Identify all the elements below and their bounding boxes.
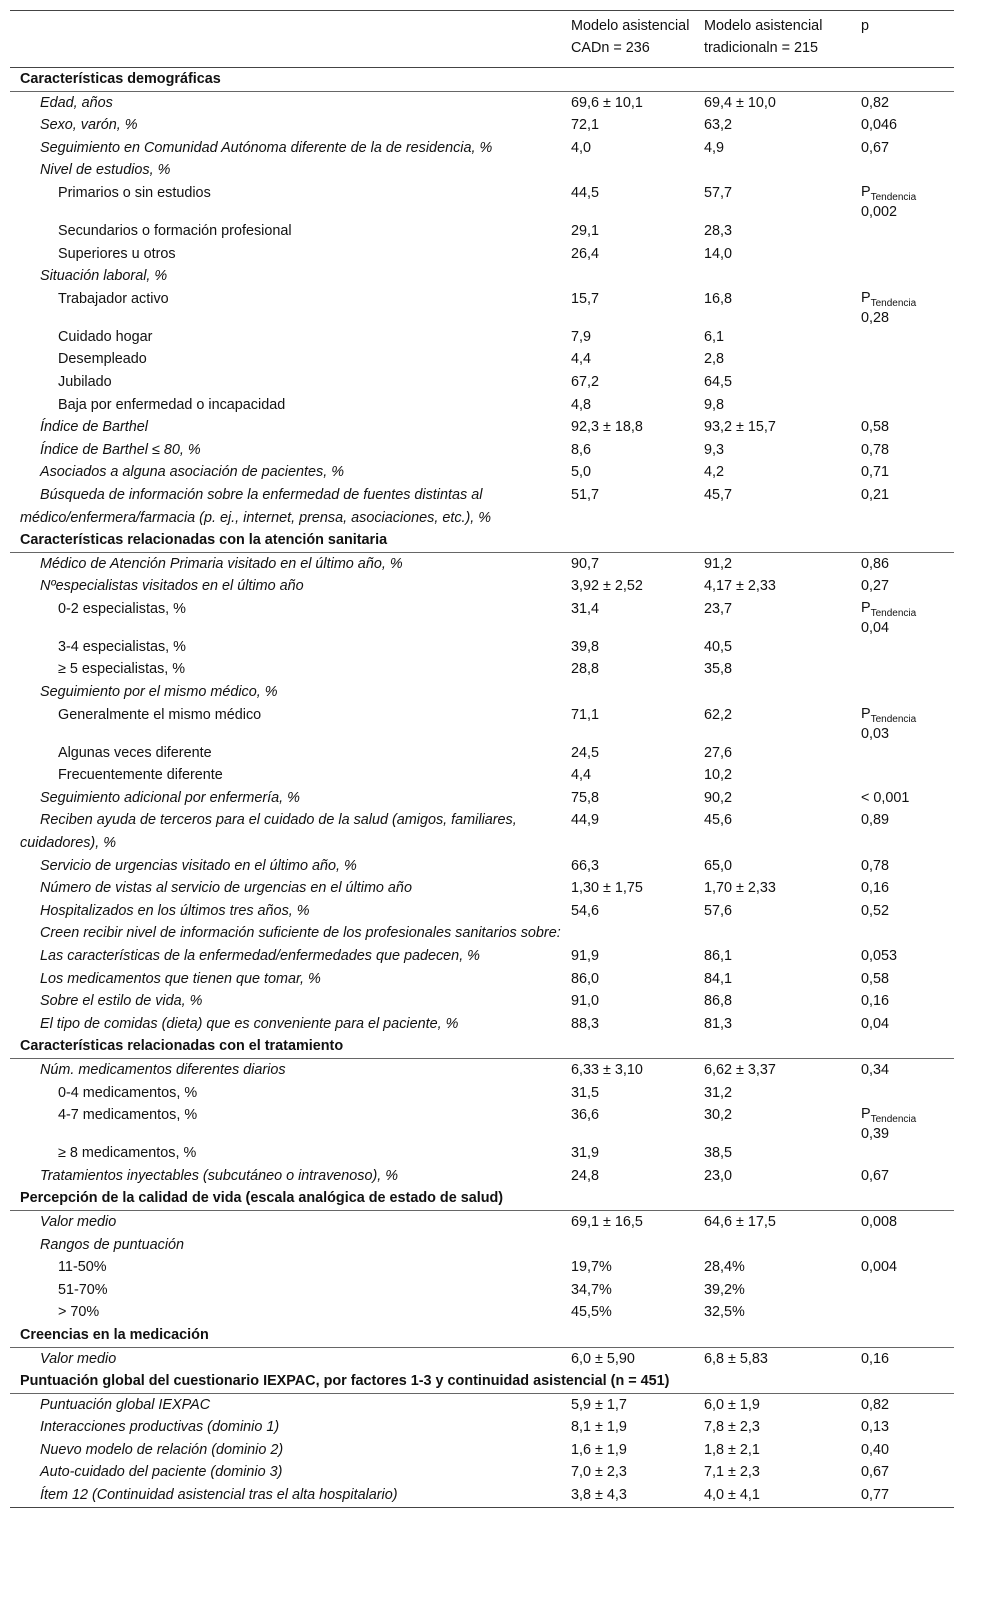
table-header-row — [10, 11, 954, 68]
p-value — [855, 681, 954, 704]
row-label: Valor medio — [40, 1350, 117, 1367]
row-label: 4-7 medicamentos, % — [58, 1107, 198, 1124]
row-label: Puntuación global IEXPAC — [40, 1396, 211, 1413]
p-value — [855, 220, 954, 243]
table-row — [10, 348, 954, 371]
p-value — [855, 1301, 954, 1324]
row-label: 51-70% — [58, 1281, 108, 1298]
row-label: Número de vistas al servicio de urgencias en el último año — [40, 880, 412, 897]
row-label: Desempleado — [58, 351, 147, 368]
value-cad: 24,5 — [571, 744, 600, 761]
row-label: Creen recibir nivel de información suficiente de los profesionales sanitarios sobre: — [40, 925, 561, 942]
p-value: < 0,001 — [861, 789, 910, 806]
table-row — [10, 326, 954, 349]
table-row — [10, 1416, 954, 1439]
p-trend-value: $P_{Tendencia}$ 0,04 — [861, 599, 917, 636]
value-cad: 54,6 — [571, 902, 600, 919]
table-row — [10, 461, 954, 484]
value-traditional: 64,5 — [704, 373, 733, 390]
value-cad: 91,9 — [571, 948, 600, 964]
p-value: 0,16 — [861, 993, 890, 1010]
value-traditional — [698, 922, 855, 945]
row-label: Auto-cuidado del paciente (dominio 3) — [40, 1464, 283, 1481]
table-row — [10, 658, 954, 681]
table-row — [10, 1013, 954, 1036]
value-traditional: 10,2 — [704, 767, 733, 784]
table-row — [10, 1234, 954, 1257]
value-traditional: 4,9 — [704, 139, 725, 156]
p-value — [855, 658, 954, 681]
header-traditional-model: Modelo asistencial tradicionaln = 215 — [698, 11, 855, 68]
p-value: 0,21 — [861, 486, 890, 503]
row-label: Secundarios o formación profesional — [58, 222, 292, 239]
value-traditional: 27,6 — [704, 744, 733, 761]
table-row — [10, 1301, 954, 1324]
section-header-row — [10, 1187, 954, 1210]
table-row — [10, 288, 954, 326]
value-cad: 3,8 ± 4,3 — [565, 1484, 698, 1507]
p-value — [855, 1082, 954, 1105]
row-label: El tipo de comidas (dieta) que es conveniente para el paciente, % — [40, 1015, 459, 1032]
value-traditional: 23,0 — [704, 1167, 733, 1184]
p-trend-value: $P_{Tendencia}$ 0,28 — [861, 289, 917, 326]
p-value — [855, 394, 954, 417]
row-label: Cuidado hogar — [58, 328, 153, 345]
section-header-row — [10, 1370, 954, 1393]
row-label: Reciben ayuda de terceros para el cuidado de la salud (amigos, familiares, cuidadores), % — [20, 812, 517, 852]
p-value: 0,67 — [861, 1464, 890, 1481]
value-cad: 19,7% — [571, 1259, 612, 1276]
table-row — [10, 1393, 954, 1416]
value-cad: 26,4 — [571, 245, 600, 262]
value-cad: 51,7 — [571, 486, 600, 503]
section-header-row — [10, 1035, 954, 1058]
p-value: 0,13 — [861, 1419, 890, 1436]
section-header-row — [10, 529, 954, 552]
section-header-row — [10, 1324, 954, 1347]
p-value — [855, 922, 954, 945]
row-label: > 70% — [58, 1304, 100, 1321]
table-row — [10, 764, 954, 787]
table-row — [10, 1165, 954, 1188]
table-row — [10, 855, 954, 878]
table-row — [10, 575, 954, 598]
value-cad: 34,7% — [571, 1281, 612, 1298]
p-value: 0,58 — [861, 970, 890, 987]
value-cad: 69,1 ± 16,5 — [571, 1213, 643, 1230]
p-trend-value: $P_{Tendencia}$ 0,03 — [861, 705, 917, 742]
value-traditional: 32,5% — [704, 1304, 745, 1321]
value-traditional: 4,0 ± 4,1 — [698, 1484, 855, 1507]
value-cad: 66,3 — [571, 857, 600, 874]
row-label: Valor medio — [40, 1213, 117, 1230]
value-cad — [565, 922, 698, 945]
table-row — [10, 598, 954, 636]
value-traditional — [698, 1234, 855, 1257]
value-traditional: 4,2 — [704, 464, 725, 481]
p-value — [855, 1142, 954, 1165]
row-label: Seguimiento adicional por enfermería, % — [40, 789, 300, 806]
p-value: 0,34 — [861, 1061, 890, 1078]
value-traditional: 91,2 — [704, 555, 733, 572]
value-cad — [565, 1234, 698, 1257]
value-cad: 72,1 — [571, 117, 600, 134]
row-label: Jubilado — [58, 373, 112, 390]
row-label: Asociados a alguna asociación de pacientes, % — [40, 464, 345, 481]
row-label: Edad, años — [40, 94, 113, 111]
table-row — [10, 265, 954, 288]
p-value — [855, 243, 954, 266]
p-value: 0,004 — [861, 1259, 898, 1276]
p-trend-value: $P_{Tendencia}$ 0,002 — [861, 183, 917, 220]
value-cad — [565, 265, 698, 288]
p-value: 0,78 — [861, 441, 890, 458]
value-traditional: 4,17 ± 2,33 — [704, 578, 776, 595]
value-cad: 6,0 ± 5,90 — [571, 1350, 635, 1367]
table-row — [10, 809, 954, 854]
row-label: Seguimiento en Comunidad Autónoma diferente de la de residencia, % — [40, 139, 493, 156]
row-label: Ítem 12 (Continuidad asistencial tras el alta hospitalario) — [10, 1484, 565, 1507]
row-label: Algunas veces diferente — [58, 744, 212, 761]
value-cad: 1,30 ± 1,75 — [571, 880, 643, 897]
row-label: Tratamientos inyectables (subcutáneo o intravenoso), % — [40, 1167, 399, 1184]
header-cad-model: Modelo asistencial CADn = 236 — [565, 11, 698, 68]
p-value: 0,04 — [861, 1015, 890, 1032]
row-label: Primarios o sin estudios — [58, 184, 211, 201]
table-row — [10, 371, 954, 394]
table-row — [10, 416, 954, 439]
row-label: 11-50% — [58, 1259, 107, 1276]
value-traditional: 28,4% — [704, 1259, 745, 1276]
value-traditional: 40,5 — [704, 638, 733, 655]
table-row — [10, 704, 954, 742]
value-cad: 69,6 ± 10,1 — [571, 94, 643, 111]
row-label: Nºespecialistas visitados en el último año — [40, 578, 304, 595]
p-value: 0,71 — [861, 464, 890, 481]
value-traditional: 69,4 ± 10,0 — [704, 94, 776, 111]
table-body — [10, 68, 954, 1508]
p-value — [855, 598, 954, 636]
value-cad: 24,8 — [571, 1167, 600, 1184]
section-title: Características relacionadas con la atención sanitaria — [10, 529, 954, 552]
row-label: Médico de Atención Primaria visitado en el último año, % — [40, 555, 403, 572]
value-cad: 7,9 — [571, 328, 592, 345]
section-title: Percepción de la calidad de vida (escala analógica de estado de salud) — [10, 1187, 954, 1210]
value-traditional: 2,8 — [704, 351, 725, 368]
value-traditional: 39,2% — [704, 1281, 745, 1298]
value-traditional: 63,2 — [704, 117, 733, 134]
value-cad: 5,0 — [571, 464, 592, 481]
value-traditional: 35,8 — [704, 661, 733, 678]
value-cad: 44,9 — [571, 812, 600, 829]
value-cad: 8,6 — [571, 441, 592, 458]
row-label: Baja por enfermedad o incapacidad — [58, 396, 286, 413]
row-label: Generalmente el mismo médico — [58, 706, 262, 723]
row-label: Nivel de estudios, % — [40, 162, 171, 179]
value-cad: 5,9 ± 1,7 — [571, 1396, 627, 1413]
p-value: 0,053 — [861, 948, 898, 964]
value-traditional: 65,0 — [704, 857, 733, 874]
p-trend-value: $P_{Tendencia}$ 0,39 — [861, 1106, 917, 1143]
value-traditional — [698, 159, 855, 182]
value-cad: 88,3 — [571, 1015, 600, 1032]
p-value — [855, 326, 954, 349]
value-cad: 4,0 — [571, 139, 592, 156]
value-traditional: 86,8 — [704, 993, 733, 1010]
value-cad: 36,6 — [571, 1107, 600, 1124]
value-cad: 29,1 — [571, 222, 600, 239]
value-traditional: 93,2 ± 15,7 — [704, 419, 776, 436]
p-value — [855, 182, 954, 220]
p-value: 0,82 — [861, 1396, 890, 1413]
row-label: Servicio de urgencias visitado en el último año, % — [40, 857, 357, 874]
table-row — [10, 394, 954, 417]
table-row — [10, 1082, 954, 1105]
p-value — [855, 1279, 954, 1302]
table-row — [10, 137, 954, 160]
table-row — [10, 787, 954, 810]
value-traditional: 57,7 — [704, 184, 733, 201]
row-label: ≥ 5 especialistas, % — [58, 661, 186, 678]
p-value: 0,67 — [861, 1167, 890, 1184]
value-traditional — [698, 265, 855, 288]
table-row — [10, 114, 954, 137]
section-title: Características relacionadas con el tratamiento — [10, 1035, 954, 1058]
value-cad: 39,8 — [571, 638, 600, 655]
row-label: Sobre el estilo de vida, % — [40, 993, 203, 1010]
value-traditional: 90,2 — [704, 789, 733, 806]
table-row — [10, 1058, 954, 1081]
row-label: Las características de la enfermedad/enfermedades que padecen, % — [40, 948, 480, 964]
value-cad: 90,7 — [571, 555, 600, 572]
table-row — [10, 681, 954, 704]
p-value: 0,27 — [861, 578, 890, 595]
table-row — [10, 990, 954, 1013]
table-row — [10, 877, 954, 900]
value-cad: 91,0 — [571, 993, 600, 1010]
row-label: ≥ 8 medicamentos, % — [58, 1145, 197, 1162]
row-label: Rangos de puntuación — [40, 1236, 185, 1253]
value-cad — [565, 681, 698, 704]
table-row — [10, 742, 954, 765]
value-cad: 67,2 — [571, 373, 600, 390]
value-traditional: 86,1 — [704, 948, 733, 964]
value-cad: 92,3 ± 18,8 — [571, 419, 643, 436]
table-row — [10, 636, 954, 659]
row-label: Los medicamentos que tienen que tomar, % — [40, 970, 321, 987]
value-traditional: 84,1 — [704, 970, 733, 987]
value-cad: 31,5 — [571, 1084, 600, 1101]
row-label: Índice de Barthel ≤ 80, % — [40, 441, 201, 458]
p-value: 0,16 — [861, 880, 890, 897]
value-traditional: 1,70 ± 2,33 — [704, 880, 776, 897]
value-traditional: 6,0 ± 1,9 — [704, 1396, 760, 1413]
value-cad: 71,1 — [571, 706, 600, 723]
p-value — [855, 704, 954, 742]
value-cad: 44,5 — [571, 184, 600, 201]
row-label: Situación laboral, % — [40, 268, 168, 285]
header-p-value: p — [855, 11, 954, 68]
value-cad: 45,5% — [571, 1304, 612, 1321]
p-value: 0,40 — [861, 1441, 890, 1458]
row-label: Seguimiento por el mismo médico, % — [40, 684, 278, 701]
p-value: 0,86 — [861, 555, 890, 572]
value-traditional: 7,1 ± 2,3 — [704, 1464, 760, 1481]
table-row — [10, 484, 954, 529]
p-value: 0,78 — [861, 857, 890, 874]
value-traditional: 7,8 ± 2,3 — [704, 1419, 760, 1436]
value-traditional: 9,3 — [704, 441, 725, 458]
value-cad — [565, 159, 698, 182]
table-row — [10, 91, 954, 114]
p-value: 0,89 — [861, 812, 890, 829]
table-row — [10, 552, 954, 575]
row-label: 0-2 especialistas, % — [58, 600, 186, 617]
row-label: Nuevo modelo de relación (dominio 2) — [40, 1441, 284, 1458]
value-traditional: 57,6 — [704, 902, 733, 919]
value-traditional: 1,8 ± 2,1 — [704, 1441, 760, 1458]
p-value — [855, 371, 954, 394]
value-traditional: 6,1 — [704, 328, 725, 345]
value-traditional: 14,0 — [704, 245, 733, 262]
value-cad: 4,4 — [571, 767, 592, 784]
p-value: 0,77 — [855, 1484, 954, 1507]
table-row — [10, 159, 954, 182]
value-traditional: 31,2 — [704, 1084, 733, 1101]
p-value — [855, 742, 954, 765]
table-row — [10, 1104, 954, 1142]
value-traditional: 45,6 — [704, 812, 733, 829]
row-label: Índice de Barthel — [40, 419, 149, 436]
section-title: Puntuación global del cuestionario IEXPAC, por factores 1-3 y continuidad asistencial (n = 451) — [10, 1370, 954, 1393]
section-title: Características demográficas — [10, 68, 954, 92]
table-row — [10, 968, 954, 991]
value-cad: 3,92 ± 2,52 — [571, 578, 643, 595]
row-label: Interacciones productivas (dominio 1) — [40, 1419, 280, 1436]
p-value — [855, 265, 954, 288]
value-cad: 31,9 — [571, 1145, 600, 1162]
table-row — [10, 1347, 954, 1370]
value-traditional: 6,8 ± 5,83 — [704, 1350, 768, 1367]
table-row — [10, 1210, 954, 1233]
value-cad: 8,1 ± 1,9 — [571, 1419, 627, 1436]
p-value — [855, 1234, 954, 1257]
table-row — [10, 439, 954, 462]
p-value: 0,52 — [861, 902, 890, 919]
table-row — [10, 220, 954, 243]
value-cad: 4,4 — [571, 351, 592, 368]
p-value — [855, 636, 954, 659]
value-traditional: 45,7 — [704, 486, 733, 503]
value-traditional: 62,2 — [704, 706, 733, 723]
row-label: 0-4 medicamentos, % — [58, 1084, 198, 1101]
p-value — [855, 764, 954, 787]
row-label: 3-4 especialistas, % — [58, 638, 186, 655]
value-traditional — [698, 681, 855, 704]
table-row — [10, 922, 954, 945]
row-label: Núm. medicamentos diferentes diarios — [40, 1061, 286, 1078]
value-traditional: 9,8 — [704, 396, 725, 413]
value-cad: 7,0 ± 2,3 — [571, 1464, 627, 1481]
value-cad: 31,4 — [571, 600, 600, 617]
section-header-row — [10, 68, 954, 92]
value-cad: 28,8 — [571, 661, 600, 678]
table-row — [10, 1279, 954, 1302]
p-value — [855, 159, 954, 182]
table-row — [10, 1439, 954, 1462]
results-table-container — [10, 10, 954, 1508]
p-value — [855, 288, 954, 326]
row-label: Frecuentemente diferente — [58, 767, 223, 784]
value-traditional: 81,3 — [704, 1015, 733, 1032]
row-label: Búsqueda de información sobre la enfermedad de fuentes distintas al médico/enfermera/farmacia (p. ej., internet, prensa, asociaciones, etc.), % — [20, 486, 492, 526]
row-label: Superiores u otros — [58, 245, 176, 262]
table-row — [10, 182, 954, 220]
value-traditional: 30,2 — [704, 1107, 733, 1124]
p-value: 0,82 — [861, 94, 890, 111]
value-traditional: 16,8 — [704, 290, 733, 307]
p-value: 0,58 — [861, 419, 890, 436]
value-traditional: 28,3 — [704, 222, 733, 239]
table-row — [10, 945, 954, 968]
row-label: Sexo, varón, % — [40, 117, 138, 134]
section-title: Creencias en la medicación — [10, 1324, 954, 1347]
table-row — [10, 1484, 954, 1507]
value-cad: 75,8 — [571, 789, 600, 806]
value-traditional: 23,7 — [704, 600, 733, 617]
p-value: 0,008 — [861, 1213, 898, 1230]
row-label: Trabajador activo — [58, 290, 169, 307]
table-row — [10, 1461, 954, 1484]
header-label — [10, 11, 565, 68]
value-cad: 86,0 — [571, 970, 600, 987]
p-value: 0,67 — [861, 139, 890, 156]
row-label: Hospitalizados en los últimos tres años, % — [40, 902, 310, 919]
table-row — [10, 900, 954, 923]
value-cad: 4,8 — [571, 396, 592, 413]
p-value — [855, 1104, 954, 1142]
comparison-table — [10, 10, 954, 1508]
p-value — [855, 348, 954, 371]
table-row — [10, 1256, 954, 1279]
p-value: 0,046 — [861, 117, 898, 134]
value-traditional: 38,5 — [704, 1145, 733, 1162]
value-cad: 1,6 ± 1,9 — [571, 1441, 627, 1458]
table-row — [10, 243, 954, 266]
table-row — [10, 1142, 954, 1165]
value-cad: 6,33 ± 3,10 — [571, 1061, 643, 1078]
value-traditional: 6,62 ± 3,37 — [704, 1061, 776, 1078]
value-cad: 15,7 — [571, 290, 600, 307]
p-value: 0,16 — [861, 1350, 890, 1367]
value-traditional: 64,6 ± 17,5 — [704, 1213, 776, 1230]
